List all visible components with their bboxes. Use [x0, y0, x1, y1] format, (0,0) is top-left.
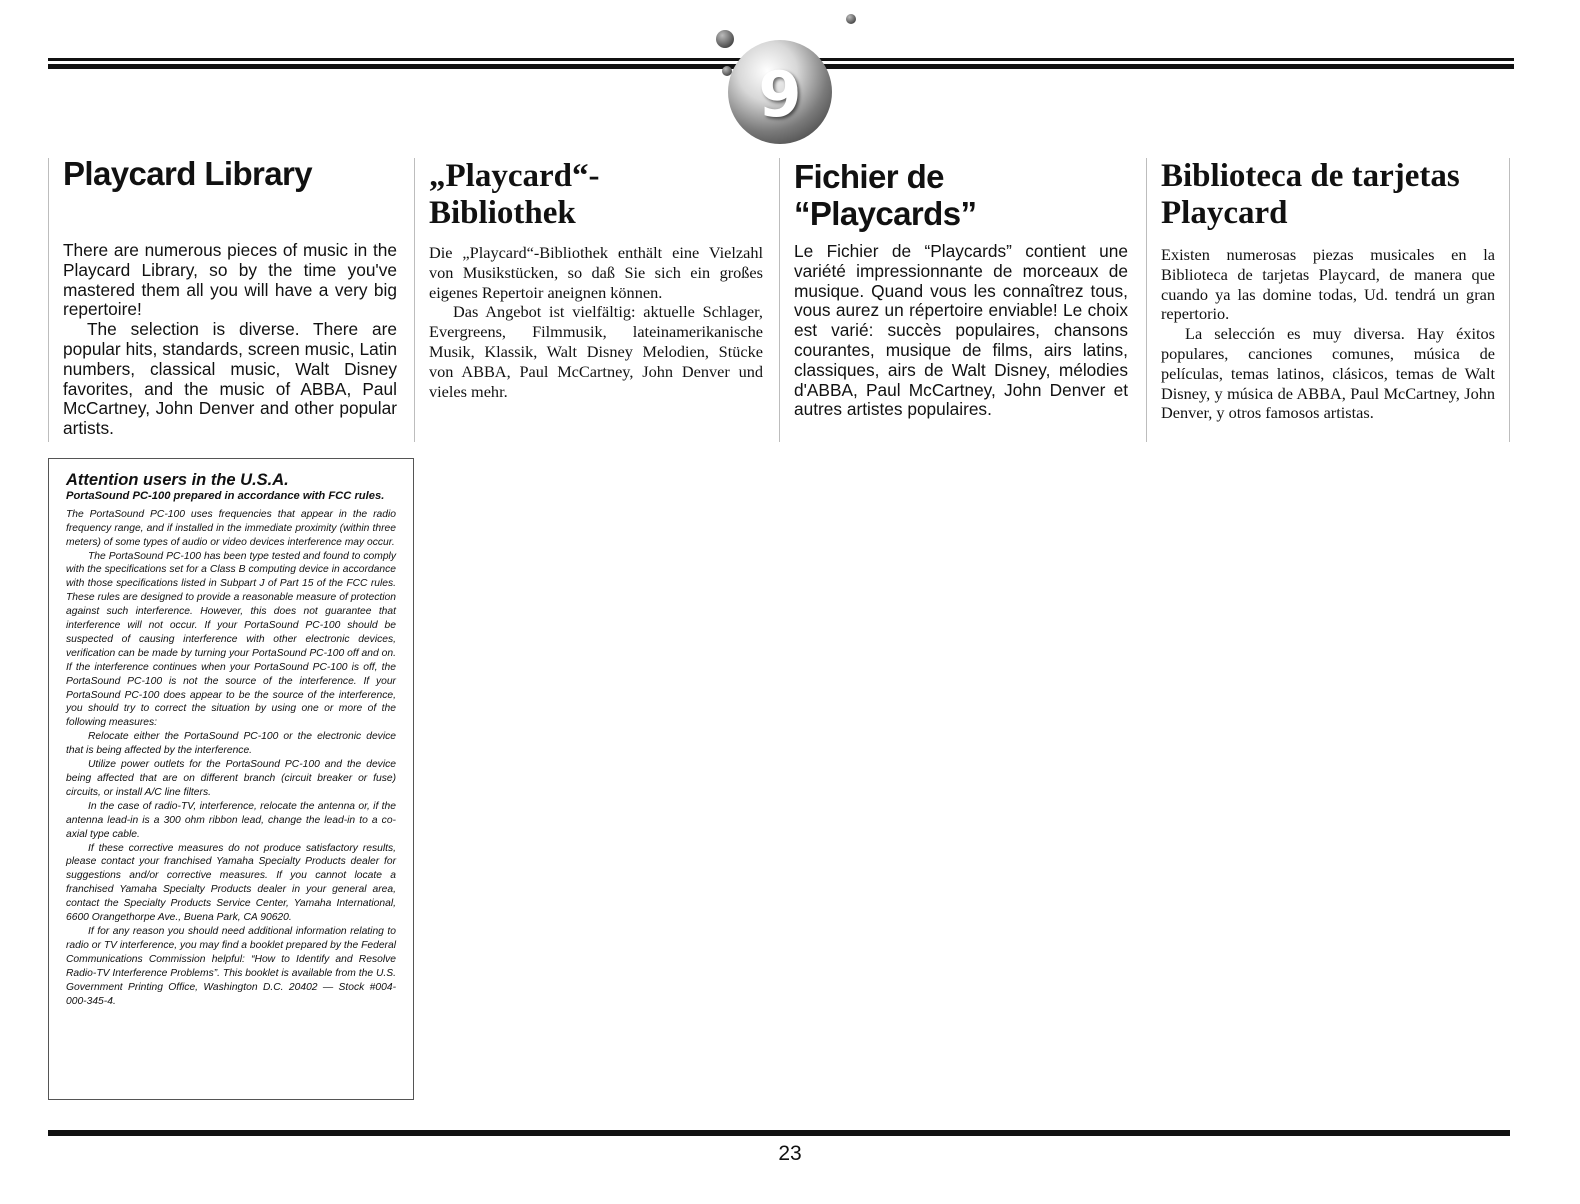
title-line: Fichier de	[794, 158, 944, 195]
decorative-bubble	[846, 14, 856, 24]
footer-rule	[48, 1130, 1510, 1136]
fcc-subheading: PortaSound PC-100 prepared in accordance with FCC rules.	[66, 490, 385, 502]
fcc-paragraph: The PortaSound PC-100 has been type tested and found to comply with the specifications set for a Class B computing device in accordance with those specifications listed in Subpart J of Part 15 of the FCC rules. These rules are designed to provide a reasonable measure of protection against such interference. However, this does not guarantee that interference will not occur. If your PortaSound PC-100 should be suspected of causing interference with other electronic devices, verification can be made by turning your PortaSound PC-100 off and on. If the interference continues when your PortaSound PC-100 is off, the PortaSound PC-100 is not the source of the interference. If your PortaSound PC-100 does appear to be the source of the interference, you should try to correct the situation by using one or more of the following measures:	[66, 550, 396, 729]
paragraph: The selection is diverse. There are popular hits, standards, screen music, Latin numbers, classical music, Walt Disney favorites, and the music of ABBA, Paul McCartney, John Denver and other popular artists.	[63, 319, 397, 439]
paragraph: Das Angebot ist vielfältig: aktuelle Schlager, Evergreens, Filmmusik, lateinamerikanische Musik, Klassik, Walt Disney Melodien, Stücke von ABBA, Paul McCartney, John Denver und vieles mehr.	[429, 302, 763, 401]
chapter-number: 9	[758, 57, 802, 131]
paragraph: Le Fichier de “Playcards” contient une variété impressionnante de morceaux de musique. Quand vous les connaîtrez tous, vous aurez un répertoire enviable! Le choix est varié: succès populaires, chansons courantes, musique de films, airs latins, classiques, airs de Walt Disney, mélodies d'ABBA, Paul McCartney, John Denver et autres artistes populaires.	[794, 241, 1128, 420]
column-title-english: Playcard Library	[63, 155, 313, 192]
fcc-paragraph: The PortaSound PC-100 uses frequencies that appear in the radio frequency range, and if installed in the immediate proximity (within three meters) of some types of audio or video devices interference may occur.	[66, 508, 396, 548]
fcc-notice-box	[48, 458, 414, 1100]
fcc-heading: Attention users in the U.S.A.	[66, 471, 289, 489]
chapter-badge	[728, 40, 832, 144]
paragraph: Die „Playcard“-Bibliothek enthält eine Vielzahl von Musikstücken, so daß Sie sich ein großes eigenes Repertoir aneignen können.	[429, 243, 763, 302]
paragraph: There are numerous pieces of music in the Playcard Library, so by the time you've mastered them all you will have a very big repertoire!	[63, 240, 397, 320]
title-line: “Playcards”	[794, 195, 977, 232]
column-english	[48, 155, 397, 442]
decorative-bubble	[716, 30, 734, 48]
column-title-french	[794, 158, 1128, 232]
title-line: Biblioteca de tarjetas	[1161, 158, 1460, 194]
title-line: Playcard	[1161, 195, 1288, 231]
fcc-paragraph: If for any reason you should need additional information relating to radio or TV interference, you may find a booklet prepared by the Federal Communications Commission helpful: “How to Identify and Resolve Radio-TV Interference Problems”. This booklet is available from the U.S. Government Printing Office, Washington D.C. 20402 — Stock #004-000-345-4.	[66, 925, 396, 1007]
column-french	[779, 158, 1128, 442]
title-line: „Playcard“-	[429, 158, 600, 194]
fcc-paragraph: In the case of radio-TV, interference, relocate the antenna or, if the antenna lead-in is a 300 ohm ribbon lead, change the lead-in to a co-axial type cable.	[66, 800, 396, 840]
title-line: Bibliothek	[429, 195, 576, 231]
paragraph: Existen numerosas piezas musicales en la Biblioteca de tarjetas Playcard, de manera que cuando ya las domine todas, Ud. tendrá un gran repertorio.	[1161, 245, 1495, 324]
page-number: 23	[778, 1142, 802, 1165]
column-spanish	[1146, 158, 1510, 442]
column-german	[414, 158, 763, 442]
fcc-paragraph: Relocate either the PortaSound PC-100 or the electronic device that is being affected by the interference.	[66, 731, 396, 757]
fcc-paragraph: Utilize power outlets for the PortaSound PC-100 and the device being affected that are on different branch (circuit breaker or fuse) circuits, or install A/C line filters.	[66, 759, 396, 798]
fcc-paragraph: If these corrective measures do not produce satisfactory results, please contact your franchised Yamaha Specialty Products dealer for suggestions and/or corrective measures. If you cannot locate a franchised Yamaha Specialty Products dealer in your general area, contact the Specialty Products Service Center, Yamaha International, 6600 Orangethorpe Ave., Buena Park, CA 90620.	[66, 842, 396, 924]
decorative-bubble	[722, 66, 732, 76]
column-title-german	[429, 158, 763, 232]
column-title-spanish	[1161, 158, 1495, 232]
paragraph: La selección es muy diversa. Hay éxitos populares, canciones comunes, música de películas, temas latinos, clásicos, temas de Walt Disney, y música de ABBA, Paul McCartney, John Denver, y otros famosos artistas.	[1161, 324, 1495, 423]
